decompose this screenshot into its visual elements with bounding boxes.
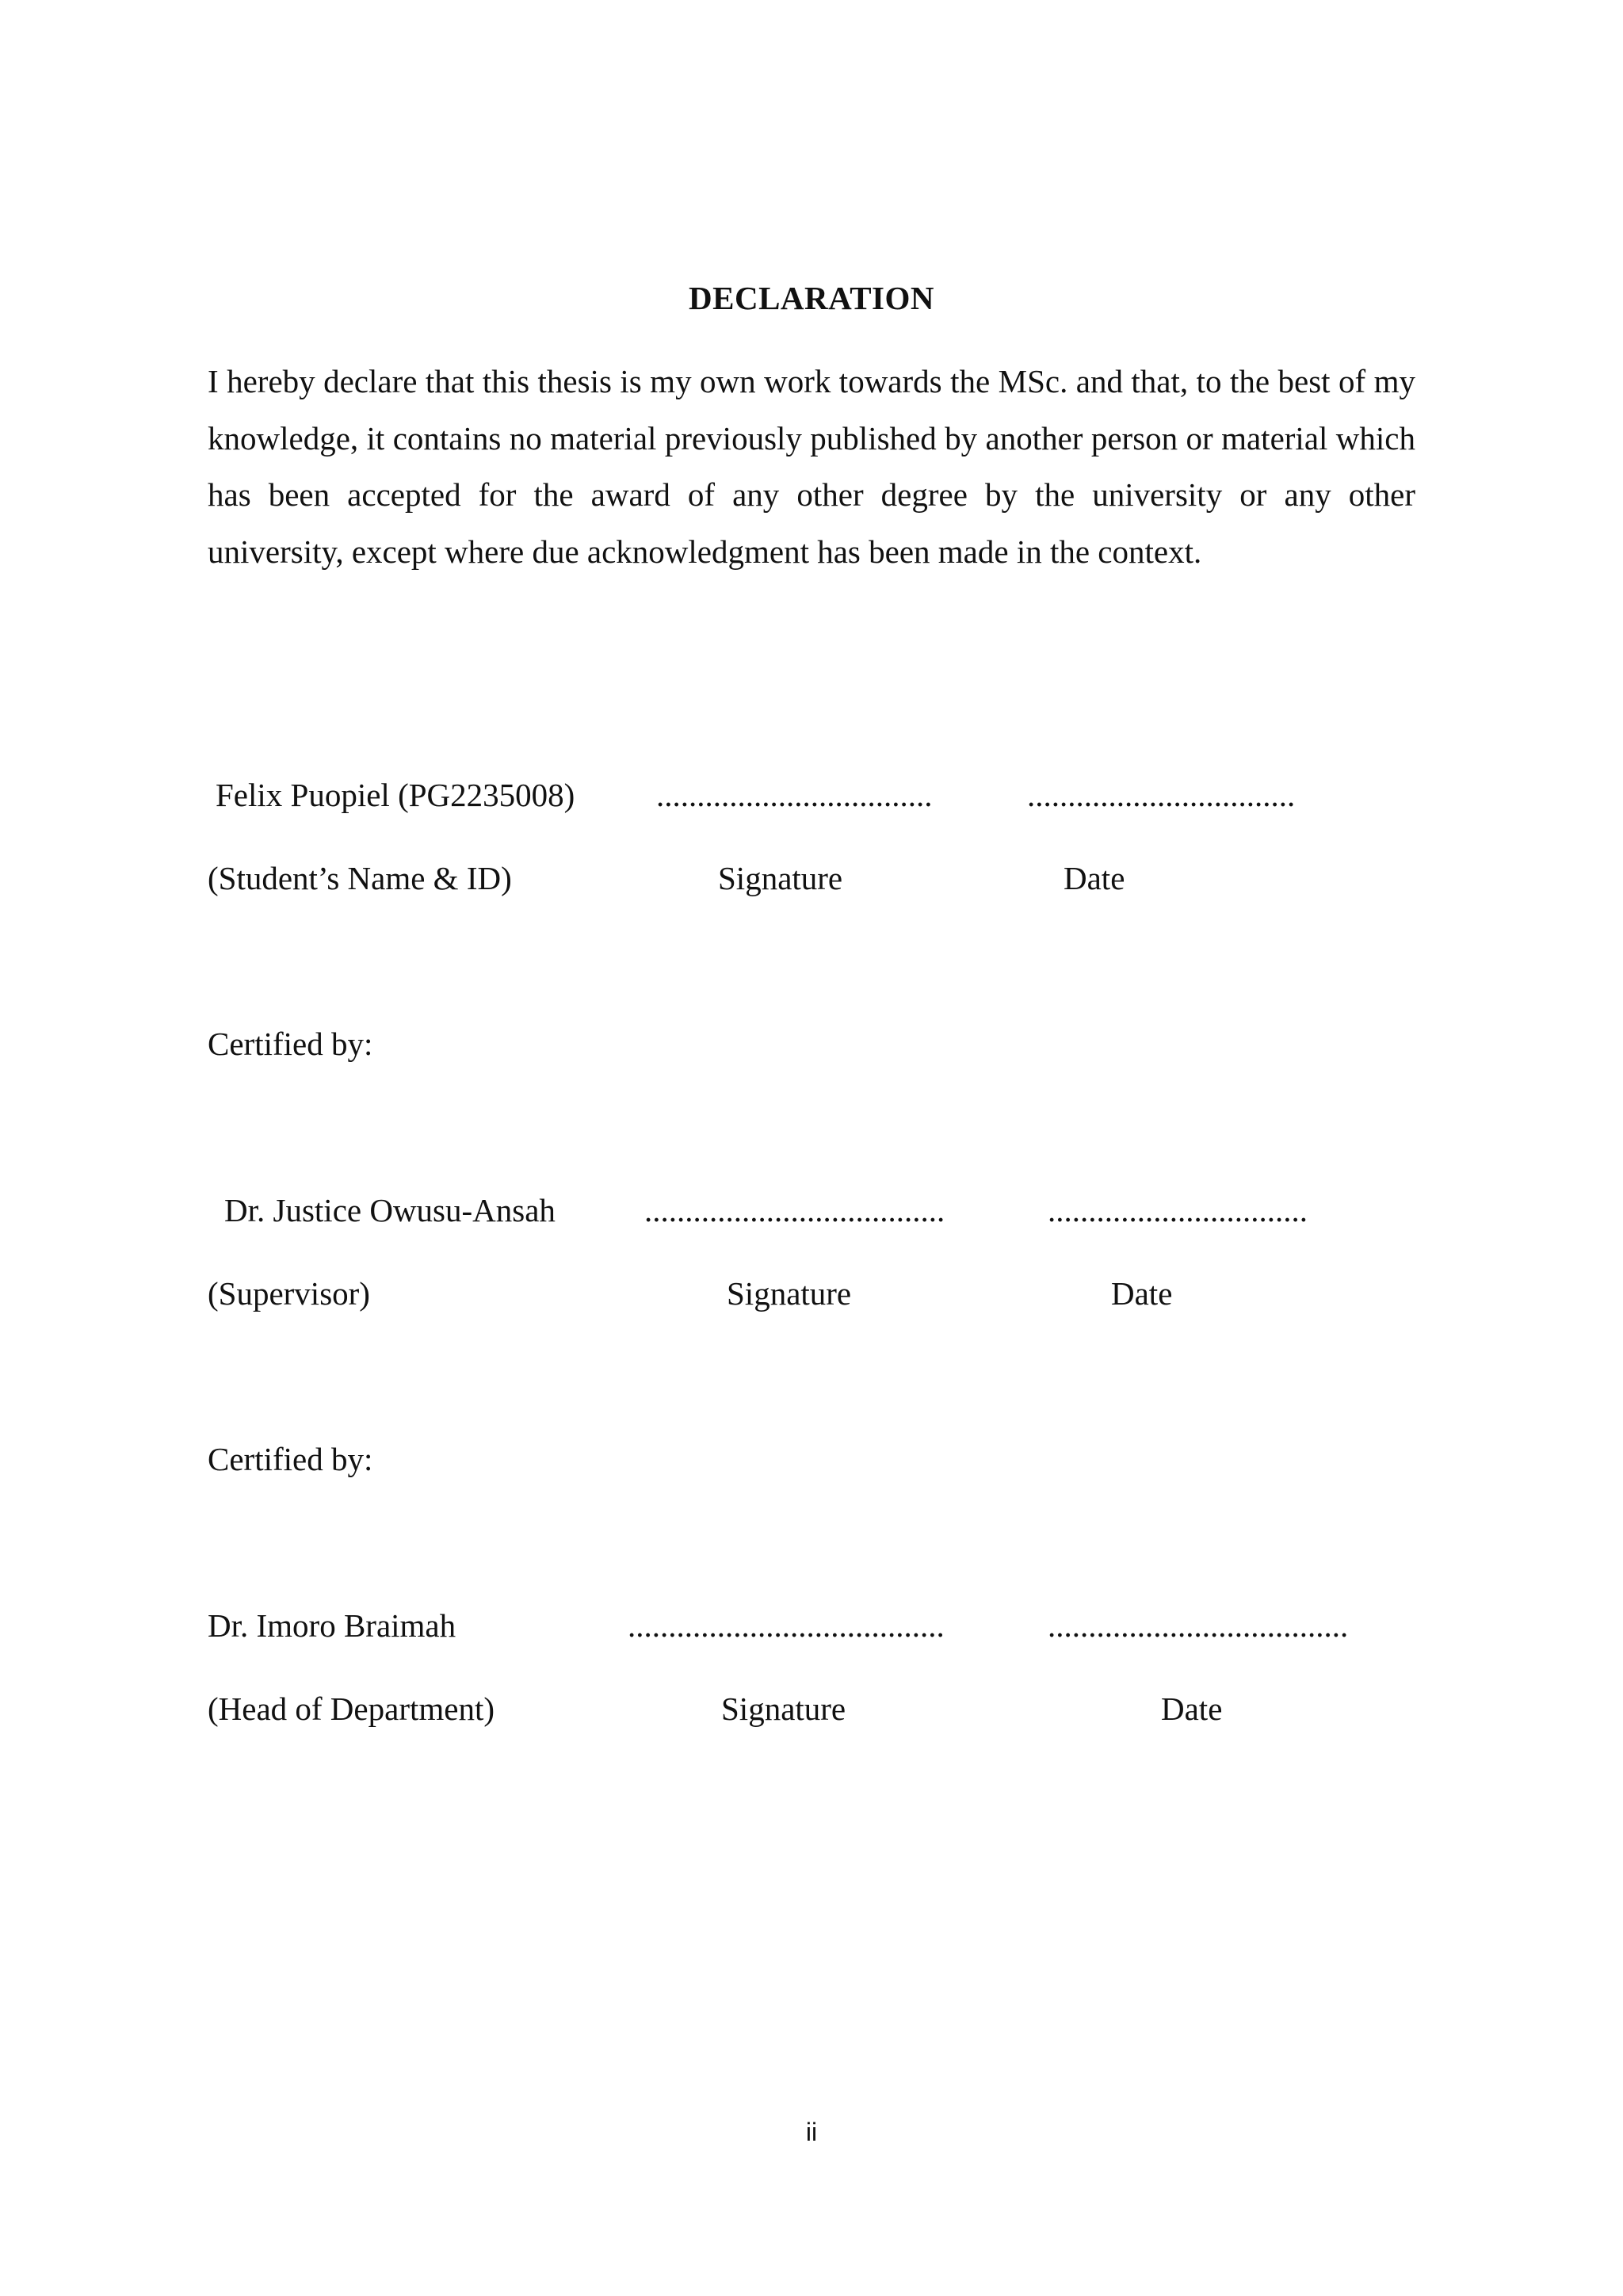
declaration-line: university, except where due acknowledgment has been made in the context. [208, 533, 1202, 570]
student-name: Felix Puopiel (PG2235008) [216, 777, 575, 813]
declaration-line: has been accepted for the award of any other degree by the university or any other [208, 476, 1415, 513]
supervisor-date-line: ................................ [1048, 1192, 1308, 1228]
student-role-label: (Student’s Name & ID) [208, 860, 512, 896]
certified-by-label: Certified by: [208, 1026, 373, 1062]
hod-name: Dr. Imoro Braimah [208, 1607, 456, 1644]
hod-date-line: ..................................... [1048, 1607, 1349, 1644]
supervisor-signature-line: ..................................... [644, 1192, 945, 1228]
supervisor-name: Dr. Justice Owusu-Ansah [224, 1192, 556, 1228]
supervisor-date-label: Date [1111, 1275, 1173, 1312]
student-signature-label: Signature [718, 860, 843, 896]
hod-signature-label: Signature [721, 1690, 846, 1727]
hod-signature-line: ....................................... [628, 1607, 945, 1644]
hod-date-label: Date [1161, 1690, 1223, 1727]
declaration-paragraph [208, 353, 1415, 580]
declaration-line: I hereby declare that this thesis is my own work towards the MSc. and that, to the best of my [208, 363, 1415, 399]
student-date-line: ................................. [1027, 777, 1296, 813]
student-date-label: Date [1064, 860, 1125, 896]
supervisor-role-label: (Supervisor) [208, 1275, 370, 1312]
student-signature-line: .................................. [656, 777, 933, 813]
page-title: DECLARATION [689, 280, 934, 316]
hod-role-label: (Head of Department) [208, 1690, 495, 1727]
certified-by-label: Certified by: [208, 1441, 373, 1477]
page-number: ii [805, 2118, 818, 2146]
declaration-line: knowledge, it contains no material previously published by another person or material which [208, 419, 1415, 457]
supervisor-signature-label: Signature [727, 1275, 852, 1312]
